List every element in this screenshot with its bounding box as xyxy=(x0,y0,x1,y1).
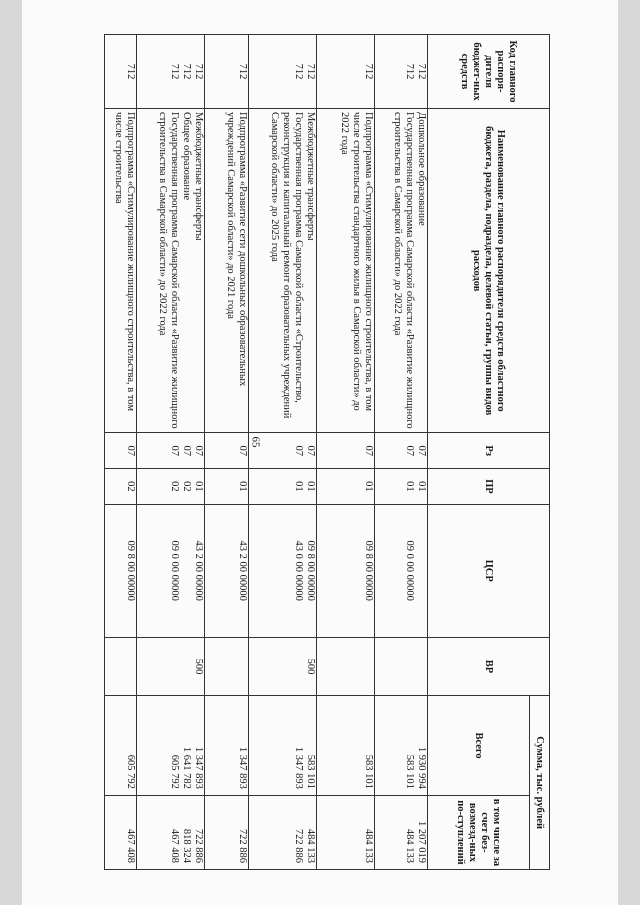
cell-rz: 07 07 xyxy=(375,433,428,469)
cell-total: 1 347 893 1 641 782 605 792 xyxy=(137,696,205,796)
cell-pr: 01 01 xyxy=(249,469,317,505)
cell-csr: 43 2 00 00000 09 0 00 00000 xyxy=(137,504,205,637)
table-row xyxy=(205,35,249,870)
cell-vr xyxy=(317,637,375,696)
cell-code: 712 712 xyxy=(375,35,428,109)
cell-incl: 467 408 xyxy=(105,795,137,869)
cell-pr: 01 02 02 xyxy=(137,469,205,505)
cell-pr: 01 xyxy=(317,469,375,505)
cell-code: 712 xyxy=(317,35,375,109)
cell-name: Межбюджетные трансферты Общее образование Государственная программа Самарской области «Развитие жилищного строительства в Самарской области» до 2022 года xyxy=(137,109,205,433)
cell-name: Подпрограмма «Развитие сети дошкольных образовательных учреждений Самарской области» до 2021 года xyxy=(205,109,249,433)
rotated-table-wrapper xyxy=(102,34,550,870)
cell-total: 605 792 xyxy=(105,696,137,796)
cell-pr: 01 xyxy=(205,469,249,505)
page-number: 65 xyxy=(249,436,262,448)
cell-code: 712 xyxy=(205,35,249,109)
cell-code: 712 712 xyxy=(249,35,317,109)
header-code: Код главного распоря-дителя бюджет-ных средств xyxy=(428,35,550,109)
cell-pr: 02 xyxy=(105,469,137,505)
header-csr: ЦСР xyxy=(428,504,550,637)
cell-code: 712 712 712 xyxy=(137,35,205,109)
header-vr: ВР xyxy=(428,637,550,696)
table-row xyxy=(137,35,205,870)
cell-csr: 09 8 00 00000 43 0 00 00000 xyxy=(249,504,317,637)
table-row xyxy=(105,35,137,870)
cell-total: 583 101 1 347 893 xyxy=(249,696,317,796)
header-total: Всего xyxy=(428,696,530,796)
cell-csr: 09 8 00 00000 xyxy=(317,504,375,637)
cell-rz: 07 xyxy=(317,433,375,469)
budget-table xyxy=(104,34,550,870)
cell-total: 583 101 xyxy=(317,696,375,796)
header-pr: ПР xyxy=(428,469,550,505)
header-incl: в том числе за счет без-возмезд-ных по-ступлений xyxy=(428,795,530,869)
document-page xyxy=(22,0,618,905)
cell-incl: 722 886 818 324 467 408 xyxy=(137,795,205,869)
cell-vr: 500 xyxy=(249,637,317,696)
header-name: Наименование главного распорядителя средств областного бюджета, раздела, подраздела, целевой статьи, группы видов расходов xyxy=(428,109,550,433)
cell-rz: 07 xyxy=(105,433,137,469)
cell-rz: 07 07 07 xyxy=(137,433,205,469)
cell-csr: 09 0 00 00000 xyxy=(375,504,428,637)
cell-total: 1 347 893 xyxy=(205,696,249,796)
cell-incl: 1 207 019 484 133 xyxy=(375,795,428,869)
cell-vr xyxy=(205,637,249,696)
cell-csr: 09 8 00 00000 xyxy=(105,504,137,637)
cell-vr xyxy=(375,637,428,696)
cell-name: Подпрограмма «Стимулирование жилищного строительства, в том числе строительства стандартного жилья в Самарской области» до 2022 года xyxy=(317,109,375,433)
cell-vr xyxy=(105,637,137,696)
cell-name: Дошкольное образование Государственная программа Самарской области «Развитие жилищного строительства в Самарской области» до 2022 года xyxy=(375,109,428,433)
cell-incl: 484 133 xyxy=(317,795,375,869)
table-row xyxy=(249,35,317,870)
cell-rz: 07 07 xyxy=(249,433,317,469)
cell-csr: 43 2 00 00000 xyxy=(205,504,249,637)
header-sum: Сумма, тыс. рублей xyxy=(530,696,550,870)
table-row xyxy=(375,35,428,870)
cell-rz: 07 xyxy=(205,433,249,469)
cell-name: Подпрограмма «Стимулирование жилищного строительства, в том числе строительства xyxy=(105,109,137,433)
cell-total: 1 930 994 583 101 xyxy=(375,696,428,796)
header-rz: Рз xyxy=(428,433,550,469)
cell-code: 712 xyxy=(105,35,137,109)
cell-incl: 722 886 xyxy=(205,795,249,869)
cell-pr: 01 01 xyxy=(375,469,428,505)
cell-vr: 500 xyxy=(137,637,205,696)
cell-name: Межбюджетные трансферты Государственная программа Самарской области «Строительство, реконструкция и капитальный ремонт образовательных учреждений Самарской области» до 2025 года xyxy=(249,109,317,433)
cell-incl: 484 133 722 886 xyxy=(249,795,317,869)
table-row xyxy=(317,35,375,870)
